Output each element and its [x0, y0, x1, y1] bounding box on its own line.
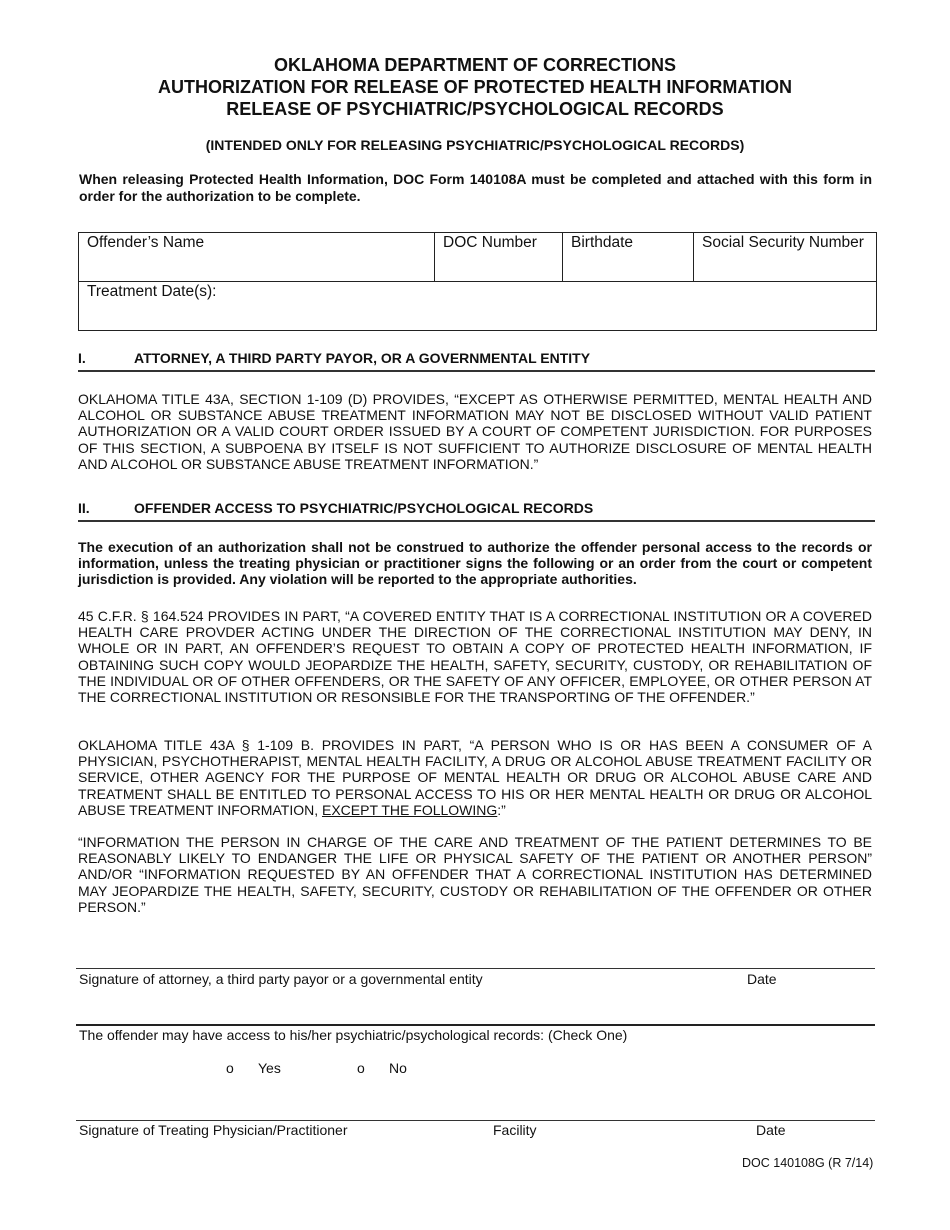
- section-1-heading: [78, 350, 875, 372]
- cfr-paragraph: 45 C.F.R. § 164.524 PROVIDES IN PART, “A COVERED ENTITY THAT IS A CORRECTIONAL INSTITUTION OR A COVERED HEALTH CARE PROVDER ACTING UNDER THE DIRECTION OF THE CORRECTIONAL INSTITUTION MAY DENY, IN WHOLE OR IN PART, AN OFFENDER’S REQUEST TO OBTAIN A COPY OF PROTECTED HEALTH INFORMATION, IF OBTAINING SUCH COPY WOULD JEOPARDIZE THE HEALTH, SAFETY, SECURITY, CUSTODY, OR REHABILITATION OF THE INDIVIDUAL OR OF OTHER OFFENDERS, OR THE SAFETY OF ANY OFFICER, EMPLOYEE, OR OTHER PERSON AT THE CORRECTIONAL INSTITUTION OR RESONSIBLE FOR THE TRANSPORTING OF THE OFFENDER.”: [78, 608, 872, 706]
- form-number: DOC 140108G (R 7/14): [742, 1156, 874, 1170]
- physician-signature-label: Signature of Treating Physician/Practitioner: [79, 1122, 348, 1138]
- no-label: No: [389, 1060, 407, 1076]
- attorney-date-label: Date: [747, 971, 777, 987]
- physician-date-label: Date: [756, 1122, 786, 1138]
- title-43a-paragraph: [78, 737, 872, 818]
- yes-checkbox[interactable]: o: [226, 1060, 234, 1076]
- section-1-number: I.: [78, 350, 86, 366]
- ssn-field[interactable]: Social Security Number: [694, 233, 877, 282]
- document-title: [0, 54, 950, 120]
- treatment-dates-field[interactable]: Treatment Date(s):: [79, 282, 877, 331]
- intended-use-note: (INTENDED ONLY FOR RELEASING PSYCHIATRIC/PSYCHOLOGICAL RECORDS): [205, 137, 745, 153]
- access-divider: [76, 1024, 875, 1026]
- title-43a-text: OKLAHOMA TITLE 43A § 1-109 B. PROVIDES IN PART, “A PERSON WHO IS OR HAS BEEN A CONSUMER OF A PHYSICIAN, PSYCHOTHERAPIST, MENTAL HEALTH FACILITY, A DRUG OR ALCOHOL ABUSE TREATMENT FACILITY OR SERVICE, OTHER AGENCY FOR THE PURPOSE OF MENTAL HEALTH OR DRUG OR ALCOHOL ABUSE CARE AND TREATMENT SHALL BE ENTITLED TO PERSONAL ACCESS TO HIS OR HER MENTAL HEALTH OR DRUG OR ALCOHOL ABUSE TREATMENT INFORMATION,: [78, 737, 872, 818]
- section-2-number: II.: [78, 500, 90, 516]
- no-checkbox[interactable]: o: [357, 1060, 365, 1076]
- section-2-title: OFFENDER ACCESS TO PSYCHIATRIC/PSYCHOLOGICAL RECORDS: [134, 500, 594, 516]
- doc-number-field[interactable]: DOC Number: [435, 233, 563, 282]
- completion-notice: When releasing Protected Health Information, DOC Form 140108A must be completed and attached with this form in order for the authorization to be complete.: [79, 171, 872, 204]
- title-line-2: AUTHORIZATION FOR RELEASE OF PROTECTED HEALTH INFORMATION: [158, 77, 792, 97]
- title-line-3: RELEASE OF PSYCHIATRIC/PSYCHOLOGICAL RECORDS: [226, 99, 724, 119]
- facility-label: Facility: [493, 1122, 537, 1138]
- information-paragraph: “INFORMATION THE PERSON IN CHARGE OF THE CARE AND TREATMENT OF THE PATIENT DETERMINES TO BE REASONABLY LIKELY TO ENDANGER THE LIFE OR PHYSICAL SAFETY OF THE PATIENT OR ANOTHER PERSON” AND/OR “INFORMATION REQUESTED BY AN OFFENDER THAT A CORRECTIONAL INSTITUTION HAS DETERMINED MAY JEOPARDIZE THE HEALTH, SAFETY, SECURITY, CUSTODY OR REHABILITATION OF THE OFFENDER OR OTHER PERSON.”: [78, 834, 872, 915]
- attorney-signature-line[interactable]: [76, 968, 875, 969]
- section-1-title: ATTORNEY, A THIRD PARTY PAYOR, OR A GOVERNMENTAL ENTITY: [134, 350, 591, 366]
- birthdate-field[interactable]: Birthdate: [563, 233, 694, 282]
- except-the-following: EXCEPT THE FOLLOWING: [321, 801, 498, 818]
- yes-label: Yes: [258, 1060, 281, 1076]
- access-question: The offender may have access to his/her psychiatric/psychological records: (Check One): [79, 1027, 628, 1043]
- offender-info-table: [78, 232, 877, 331]
- section-1-text: OKLAHOMA TITLE 43A, SECTION 1-109 (D) PROVIDES, “EXCEPT AS OTHERWISE PERMITTED, MENTAL HEALTH AND ALCOHOL OR SUBSTANCE ABUSE TREATMENT INFORMATION MAY NOT BE DISCLOSED WITHOUT VALID PATIENT AUTHORIZATION OR A VALID COURT ORDER ISSUED BY A COURT OF COMPETENT JURISDICTION. FOR PURPOSES OF THIS SECTION, A SUBPOENA BY ITSELF IS NOT SUFFICIENT TO AUTHORIZE DISCLOSURE OF MENTAL HEALTH AND ALCOHOL OR SUBSTANCE ABUSE TREATMENT INFORMATION.”: [78, 391, 872, 472]
- offender-name-field[interactable]: Offender’s Name: [79, 233, 435, 282]
- section-2-heading: [78, 500, 875, 522]
- section-2-warning: The execution of an authorization shall not be construed to authorize the offender personal access to the records or information, unless the treating physician or practitioner signs the following or an order from the court or competent jurisdiction is provided. Any violation will be reported to the appropriate authorities.: [78, 539, 872, 588]
- attorney-signature-label: Signature of attorney, a third party payor or a governmental entity: [79, 971, 483, 987]
- title-line-1: OKLAHOMA DEPARTMENT OF CORRECTIONS: [274, 55, 676, 75]
- physician-signature-line[interactable]: [76, 1120, 875, 1121]
- title-43a-tail: :”: [497, 801, 506, 818]
